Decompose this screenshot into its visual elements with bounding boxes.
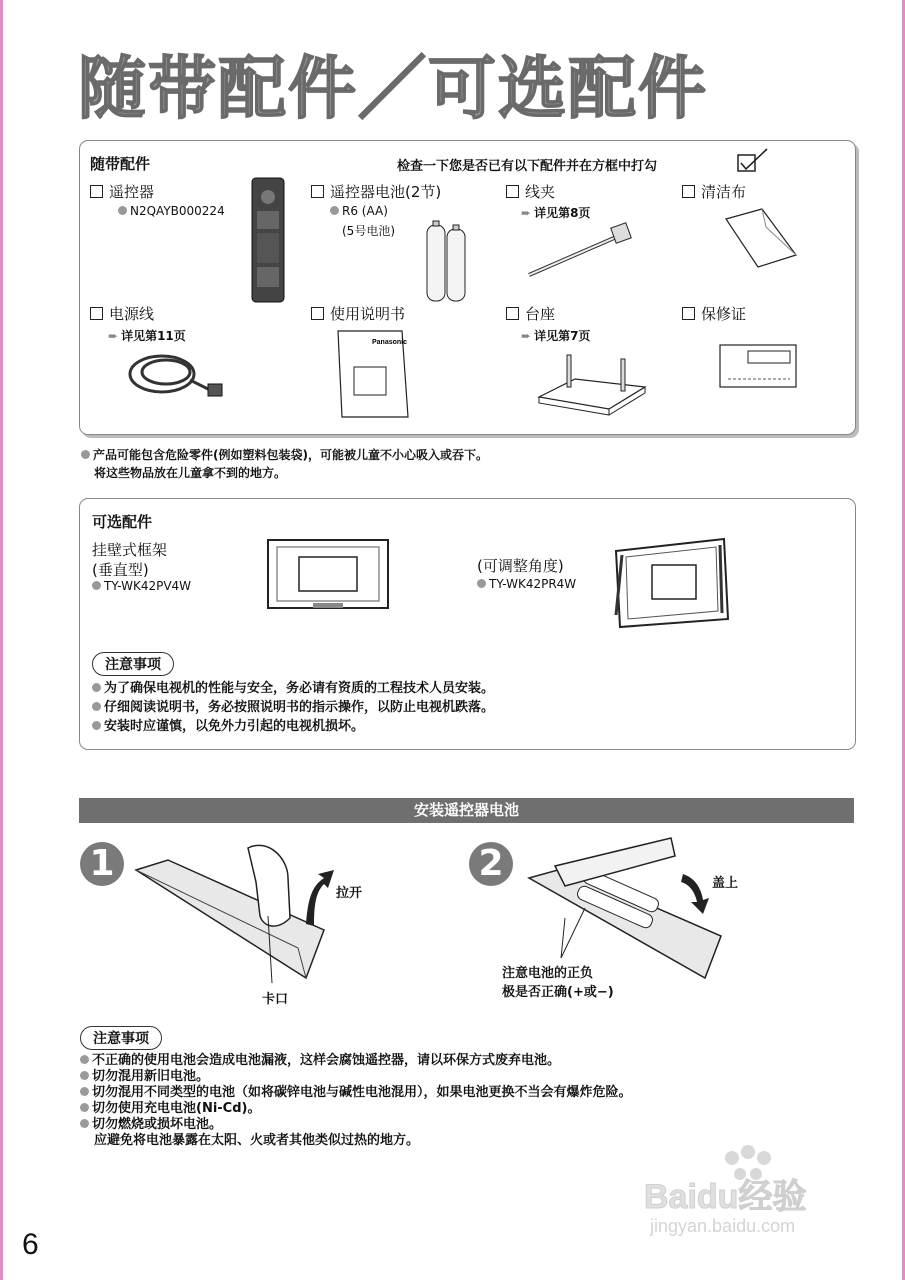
checkmark-box-icon <box>736 147 770 173</box>
checkbox-icon[interactable] <box>506 307 519 320</box>
battery-caution-box <box>80 1026 162 1050</box>
power-cord-ref: ➨ 详见第11页 <box>108 329 186 343</box>
item-stand[interactable]: 台座 <box>506 303 555 324</box>
watermark-text: Baidu经验 <box>644 1178 807 1216</box>
manual-icon <box>332 327 412 421</box>
checkbox-icon[interactable] <box>506 185 519 198</box>
remote-open-illustration <box>128 838 338 988</box>
caution-title: 注意事项 <box>92 652 174 676</box>
wall-bracket-label: 挂壁式框架 <box>92 541 168 559</box>
adjustable-label: (可调整角度) <box>477 557 564 575</box>
cleaning-cloth-icon <box>722 205 802 271</box>
item-cleaning-cloth[interactable]: 清洁布 <box>682 181 746 202</box>
remote-control-icon <box>251 177 285 303</box>
battery-caution-item: 切勿燃烧或损坏电池。 <box>80 1113 222 1132</box>
warranty-card-icon <box>718 343 798 389</box>
checkbox-icon[interactable] <box>682 307 695 320</box>
checkbox-icon[interactable] <box>311 185 324 198</box>
vertical-type-label: (垂直型) <box>92 561 149 579</box>
stand-ref: ➨ 详见第7页 <box>521 329 591 343</box>
step-2-badge: 2 <box>469 842 513 886</box>
page-number: 6 <box>22 1228 39 1261</box>
page-title: 随带配件／可选配件 <box>78 50 709 129</box>
power-cord-icon <box>120 346 230 406</box>
battery-caution-item: 不正确的使用电池会造成电池漏液，这样会腐蚀遥控器，请以环保方式废弃电池。 <box>80 1049 560 1068</box>
wall-bracket-vertical-icon <box>265 537 391 611</box>
hazard-note-line1: 产品可能包含危险零件(例如塑料包装袋)，可能被儿童不小心吸入或吞下。 <box>81 446 488 463</box>
manual-brand: Panasonic <box>372 339 408 346</box>
polarity-note-2: 极是否正确(+或−) <box>502 985 614 1000</box>
step1-open-label: 拉开 <box>336 886 363 901</box>
battery-type-cn: (5号电池) <box>342 224 395 238</box>
checkbox-icon[interactable] <box>90 185 103 198</box>
hazard-note-line2: 将这些物品放在儿童拿不到的地方。 <box>94 466 287 480</box>
caution-item: 安装时应谨慎，以免外力引起的电视机损坏。 <box>92 715 364 734</box>
item-warranty[interactable]: 保修证 <box>682 303 746 324</box>
vertical-model: TY-WK42PV4W <box>92 579 191 593</box>
baidu-watermark-logo <box>640 1140 860 1240</box>
battery-caution-item: 切勿使用充电电池(Ni-Cd)。 <box>80 1097 260 1116</box>
step2-close-label: 盖上 <box>712 876 739 891</box>
supplied-accessories-panel <box>79 140 856 435</box>
optional-heading: 可选配件 <box>92 513 153 531</box>
battery-caution-item: 切勿混用不同类型的电池（如将碳锌电池与碱性电池混用），如果电池更换不当会有爆炸危险。 <box>80 1081 632 1100</box>
item-manual[interactable]: 使用说明书 <box>311 303 405 324</box>
item-batteries[interactable]: 遥控器电池(2节) <box>311 181 441 202</box>
remote-model: N2QAYB000224 <box>118 204 225 218</box>
watermark-url: jingyan.baidu.com <box>650 1216 796 1236</box>
stand-icon <box>535 349 650 419</box>
optional-accessories-panel <box>79 498 856 750</box>
step-1-badge: 1 <box>80 842 124 886</box>
checkbox-icon[interactable] <box>90 307 103 320</box>
item-remote[interactable]: 遥控器 <box>90 181 154 202</box>
checkbox-icon[interactable] <box>682 185 695 198</box>
item-power-cord[interactable]: 电源线 <box>90 303 154 324</box>
caution-item: 为了确保电视机的性能与安全，务必请有资质的工程技术人员安装。 <box>92 677 494 696</box>
cable-clamp-icon <box>525 221 635 281</box>
caution-label-box <box>92 652 174 676</box>
battery-caution-title: 注意事项 <box>80 1026 162 1050</box>
caution-item: 仔细阅读说明书，务必按照说明书的指示操作，以防止电视机跌落。 <box>92 696 494 715</box>
polarity-note-1: 注意电池的正负 <box>502 966 594 981</box>
checkbox-icon[interactable] <box>311 307 324 320</box>
battery-caution-extra: 应避免将电池暴露在太阳、火或者其他类似过热的地方。 <box>94 1133 420 1148</box>
supplied-heading: 随带配件 <box>90 155 151 173</box>
battery-type: R6 (AA) <box>330 204 388 218</box>
adjustable-model: TY-WK42PR4W <box>477 577 576 591</box>
battery-section-title: 安装遥控器电池 <box>79 798 854 823</box>
check-prompt: 检查一下您是否已有以下配件并在方框中打勾 <box>397 159 658 174</box>
wall-bracket-adjustable-icon <box>612 535 732 631</box>
battery-caution-item: 切勿混用新旧电池。 <box>80 1065 209 1084</box>
step1-latch-label: 卡口 <box>262 992 289 1007</box>
cable-clamp-ref: ➨ 详见第8页 <box>521 206 591 220</box>
item-cable-clamp[interactable]: 线夹 <box>506 181 555 202</box>
batteries-icon <box>425 219 469 303</box>
